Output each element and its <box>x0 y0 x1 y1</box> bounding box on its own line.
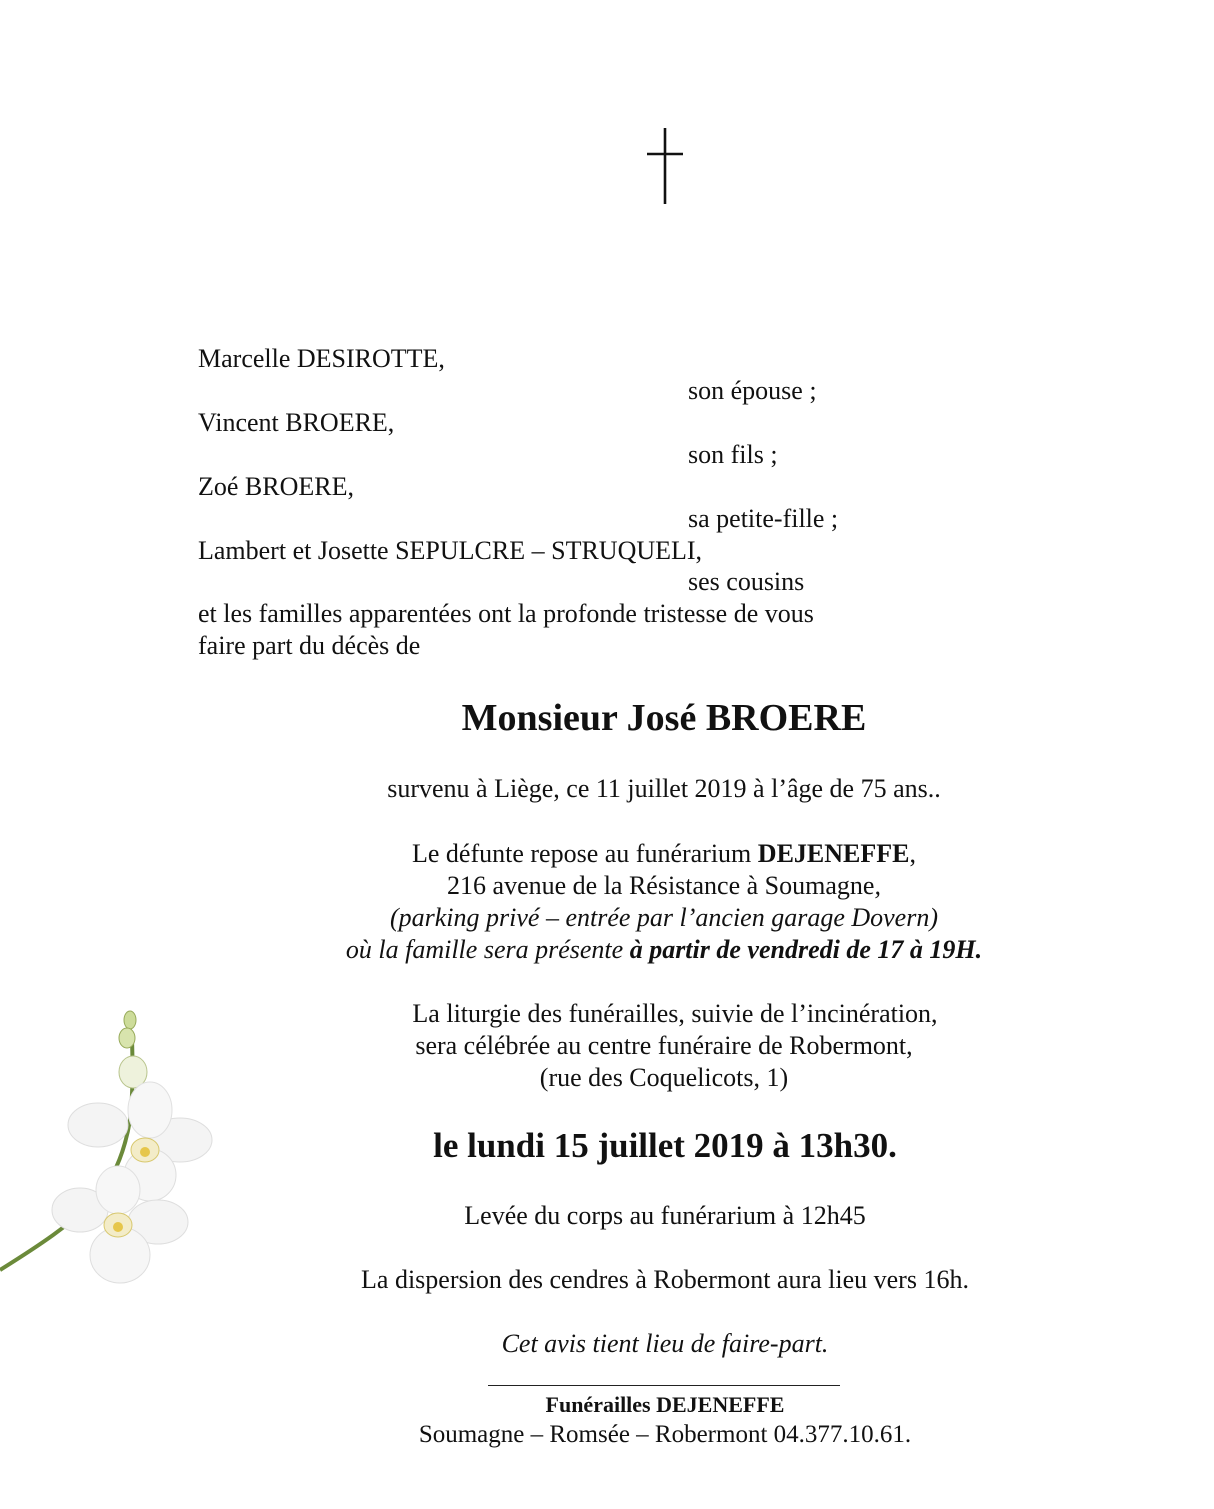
family-member-relation: son épouse ; <box>688 376 817 405</box>
rest-suffix: , <box>909 839 916 868</box>
family-member-name: Vincent BROERE, <box>198 408 395 437</box>
dispersion-text: La dispersion des cendres à Robermont aura lieu vers 16h. <box>361 1265 969 1294</box>
family-member-name: Marcelle DESIROTTE, <box>198 344 445 373</box>
parking-note: (parking privé – entrée par l’ancien garage Dovern) <box>389 903 939 932</box>
levee-text: Levée du corps au funérarium à 12h45 <box>464 1201 866 1230</box>
deceased-name: Monsieur José BROERE <box>461 697 867 739</box>
visiting-hours <box>0 935 1214 965</box>
family-member-relation: son fils ; <box>688 440 778 469</box>
cross-icon <box>636 126 694 206</box>
liturgy-text: sera célébrée au centre funéraire de Robermont, <box>415 1031 913 1060</box>
notice-text: Cet avis tient lieu de faire-part. <box>501 1329 829 1358</box>
footer-company: Funérailles DEJENEFFE <box>545 1392 785 1417</box>
footer-contact: Soumagne – Romsée – Robermont 04.377.10.61. <box>418 1421 912 1448</box>
address-suffix: , <box>874 871 881 900</box>
address-text: 216 avenue de la Résistance à Soumagne <box>447 871 875 900</box>
family-member-relation: ses cousins <box>688 567 805 596</box>
death-info: survenu à Liège, ce 11 juillet 2019 à l’âge de 75 ans.. <box>387 774 941 803</box>
orchid-flower-image <box>0 1000 260 1310</box>
footer-divider <box>488 1385 840 1386</box>
liturgy-text: La liturgie des funérailles, suivie de l’incinération, <box>412 999 938 1028</box>
rest-address <box>0 871 1214 901</box>
intro-text: faire part du décès de <box>198 631 421 660</box>
family-member-name: Lambert et Josette SEPULCRE – STRUQUELI, <box>198 536 703 565</box>
rest-prefix: Le défunte repose au funérarium <box>412 839 758 868</box>
visiting-prefix: où la famille sera présente <box>345 935 630 964</box>
funeral-home-name: DEJENEFFE <box>757 839 910 868</box>
intro-text: et les familles apparentées ont la profonde tristesse de vous <box>198 599 814 628</box>
rest-location <box>0 839 1214 869</box>
liturgy-address: (rue des Coquelicots, 1) <box>539 1063 789 1092</box>
family-member-name: Zoé BROERE, <box>198 472 354 501</box>
ceremony-date: le lundi 15 juillet 2019 à 13h30. <box>433 1126 897 1165</box>
visiting-time: à partir de vendredi de 17 à 19H. <box>629 935 983 964</box>
family-member-relation: sa petite-fille ; <box>688 504 839 533</box>
